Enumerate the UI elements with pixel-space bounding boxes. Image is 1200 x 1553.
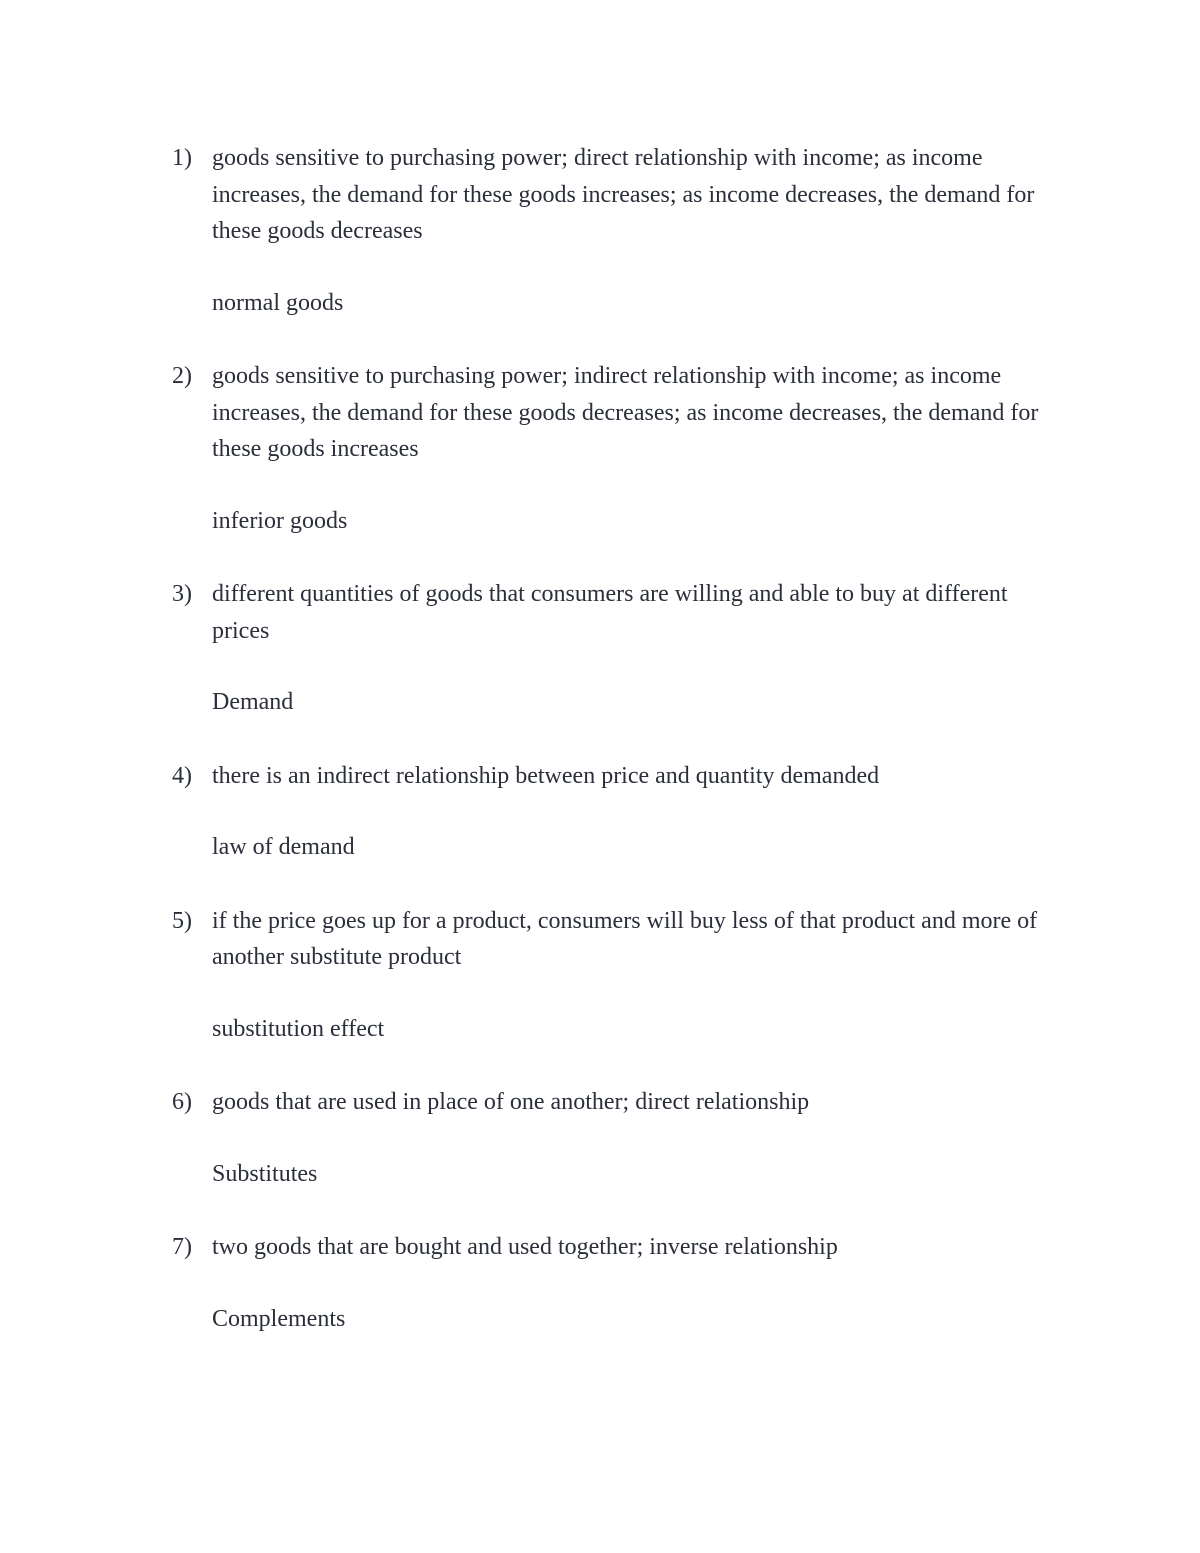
item-number: 4) [172, 762, 192, 789]
item-definition: different quantities of goods that consumers are willing and able to buy at different prices [212, 581, 1008, 644]
item-term: normal goods [212, 289, 344, 316]
item-number: 5) [172, 907, 192, 934]
item-term: law of demand [212, 834, 355, 860]
item-number: 6) [172, 1089, 192, 1115]
item-definition: goods that are used in place of one another; direct relationship [212, 1089, 810, 1115]
item-number: 2) [172, 363, 192, 389]
list-item [172, 1229, 1052, 1337]
item-definition: two goods that are bought and used together; inverse relationship [212, 1234, 838, 1260]
item-term: Complements [212, 1305, 346, 1332]
item-definition: there is an indirect relationship between price and quantity demanded [212, 762, 880, 789]
definition-list [172, 140, 1052, 1374]
list-item [172, 358, 1052, 539]
item-term: substitution effect [212, 1015, 385, 1042]
item-definition: if the price goes up for a product, consumers will buy less of that product and more of another substitute product [212, 907, 1038, 970]
item-definition: goods sensitive to purchasing power; direct relationship with income; as income increases, the demand for these goods increases; as income decreases, the demand for these goods decreases [212, 145, 1035, 244]
item-number: 3) [172, 581, 192, 607]
item-term: Demand [212, 689, 294, 715]
list-item [172, 758, 1052, 866]
item-term: inferior goods [212, 507, 348, 534]
item-term: Substitutes [212, 1160, 318, 1187]
item-number: 1) [172, 145, 192, 171]
list-item [172, 903, 1052, 1048]
list-item [172, 1084, 1052, 1192]
list-item [172, 140, 1052, 321]
item-definition: goods sensitive to purchasing power; indirect relationship with income; as income increases, the demand for these goods decreases; as income decreases, the demand for these goods increases [212, 363, 1039, 462]
list-item [172, 576, 1052, 721]
item-number: 7) [172, 1234, 192, 1260]
